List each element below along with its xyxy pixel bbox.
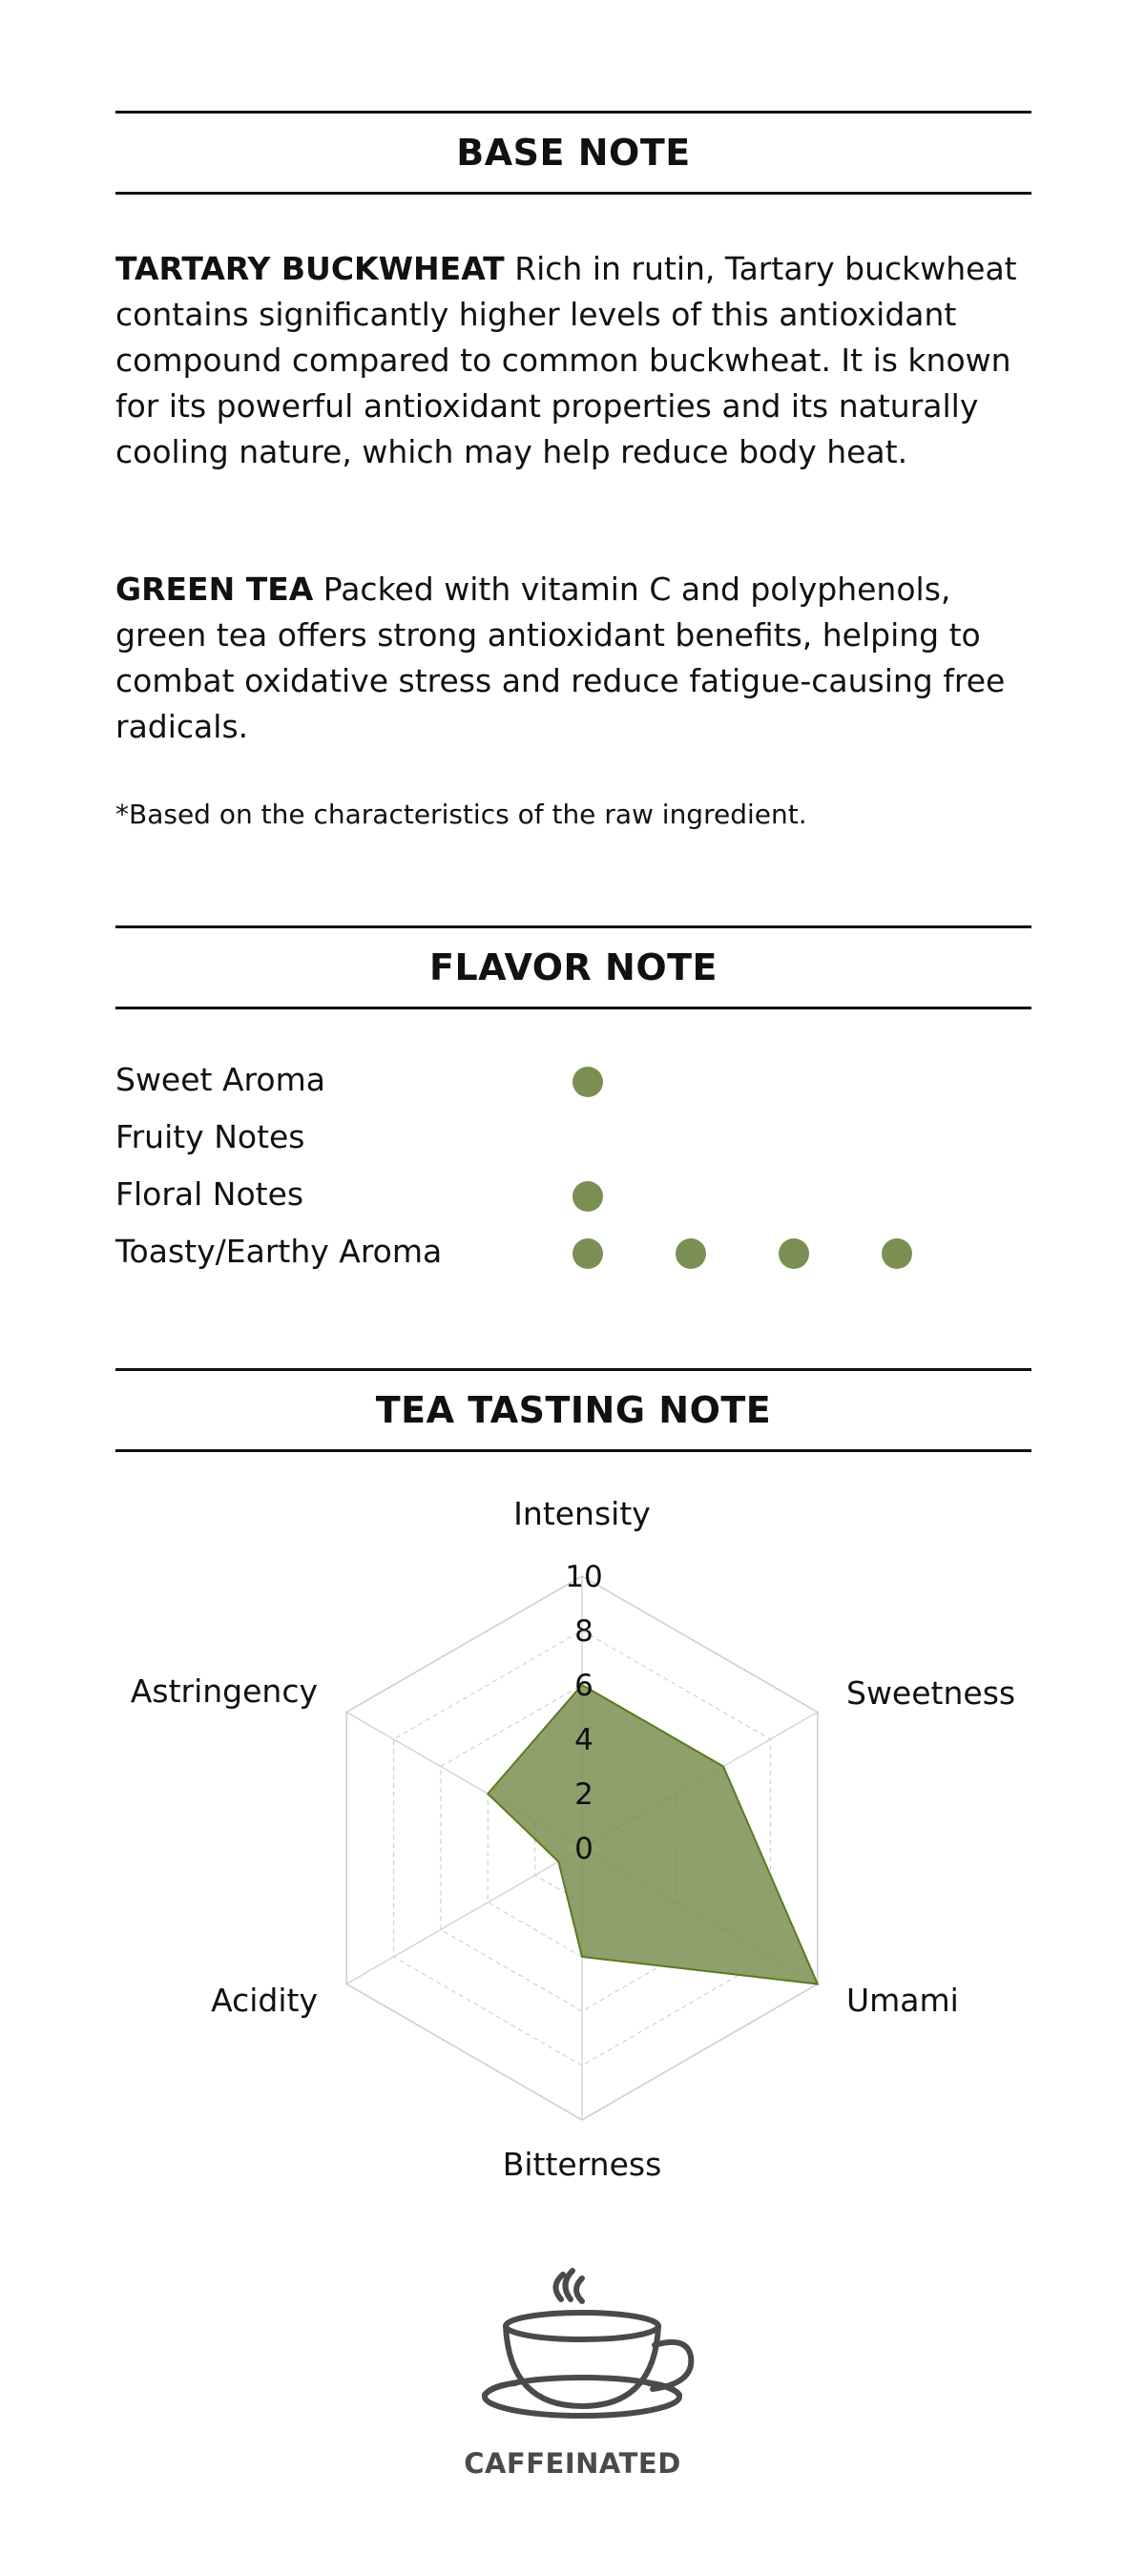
radar-tick-label: 0: [574, 1832, 593, 1866]
flavor-level-dot: [676, 1238, 706, 1269]
flavor-row: [115, 1166, 1031, 1223]
radar-axis-label: Astringency: [130, 1672, 318, 1710]
radar-axis-label: Acidity: [211, 1982, 318, 2019]
coffee-cup-icon: [477, 2261, 706, 2433]
buckwheat-paragraph: [115, 246, 1031, 475]
flavor-label: Fruity Notes: [115, 1118, 305, 1155]
tasting-note-heading: TEA TASTING NOTE: [115, 1368, 1031, 1452]
flavor-row: [115, 1109, 1031, 1166]
radar-tick-label: 6: [574, 1669, 593, 1703]
flavor-row: [115, 1051, 1031, 1109]
radar-axis-label: Sweetness: [846, 1674, 1016, 1712]
radar-tick-label: 8: [574, 1614, 593, 1649]
radar-data-area: [488, 1685, 818, 1984]
buckwheat-name: TARTARY BUCKWHEAT: [115, 250, 505, 287]
tasting-radar-chart: [0, 1469, 1145, 2213]
footnote: *Based on the characteristics of the raw ingredient.: [115, 799, 807, 830]
green-tea-paragraph: [115, 567, 1031, 750]
base-note-heading: BASE NOTE: [115, 111, 1031, 195]
flavor-note-heading: FLAVOR NOTE: [115, 925, 1031, 1009]
flavor-label: Sweet Aroma: [115, 1061, 325, 1098]
flavor-level-dot: [779, 1238, 809, 1269]
flavor-label: Toasty/Earthy Aroma: [115, 1233, 443, 1270]
radar-tick-label: 10: [565, 1560, 603, 1594]
radar-axis-label: Intensity: [513, 1495, 651, 1532]
radar-tick-label: 4: [574, 1723, 593, 1757]
flavor-level-dot: [882, 1238, 912, 1269]
flavor-label: Floral Notes: [115, 1175, 304, 1213]
buckwheat-text: Rich in rutin, Tartary buckwheat contains significantly higher levels of this antioxidant compound compared to common buckwheat. It is known for its powerful antioxidant properties and its naturally cooling nature, which may help reduce body heat.: [115, 250, 1017, 470]
green-tea-text: Packed with vitamin C and polyphenols, green tea offers strong antioxidant benefits, helping to combat oxidative stress and reduce fatigue-causing free radicals.: [115, 571, 1006, 745]
flavor-level-dot: [572, 1181, 603, 1212]
green-tea-name: GREEN TEA: [115, 571, 314, 608]
flavor-row: [115, 1223, 1031, 1280]
radar-tick-label: 2: [574, 1777, 593, 1812]
radar-spoke: [346, 1848, 582, 1984]
caffeinated-label: CAFFEINATED: [464, 2447, 681, 2480]
radar-axis-label: Umami: [846, 1982, 959, 2019]
flavor-level-dot: [572, 1067, 603, 1097]
radar-axis-label: Bitterness: [502, 2146, 662, 2183]
flavor-level-dot: [572, 1238, 603, 1269]
